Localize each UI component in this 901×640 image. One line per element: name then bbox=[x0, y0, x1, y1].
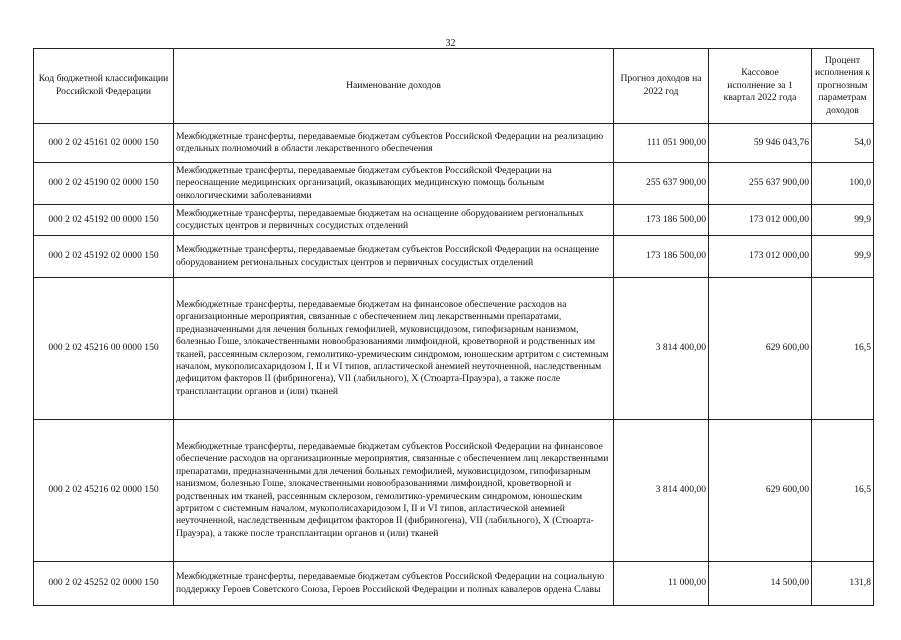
row-forecast: 3 814 400,00 bbox=[614, 278, 709, 420]
row-percent: 99,9 bbox=[812, 205, 874, 236]
row-name: Межбюджетные трансферты, передаваемые бюджетам субъектов Российской Федерации на финансовое обеспечение расходов на организационные мероприятия, связанные с обеспечением лиц лекарственными препаратами, предназначенными для лечения больных гемофилией, муковисцидозом, гипофизарным нанизмом, болезнью Гоше, злокачественными новообразованиями лимфоидной, кроветворной и родственных им тканей, рассеянным склерозом, гемолитико-уремическим синдромом, юношеским артритом с системным началом, мукополисахаридозом I, II и VI типов, апластической анемией неуточненной, наследственным дефицитом факторов II (фибриногена), VII (лабильного), X (Стюарта-Прауэра), а также после трансплантации органов и (или) тканей bbox=[174, 420, 614, 562]
row-name: Межбюджетные трансферты, передаваемые бюджетам на финансовое обеспечение расходов на организационные мероприятия, связанные с обеспечением лиц лекарственными препаратами, предназначенными для лечения больных гемофилией, муковисцидозом, гипофизарным нанизмом, болезнью Гоше, злокачественными новообразованиями лимфоидной, кроветворной и родственных им тканей, рассеянным склерозом, гемолитико-уремическим синдромом, юношеским артритом с системным началом, мукополисахаридозом I, II и VI типов, апластической анемией неуточненной, наследственным дефицитом факторов II (фибриногена), VII (лабильного), X (Стюарта-Прауэра), а также после трансплантации органов и (или) тканей bbox=[174, 278, 614, 420]
page-number: 32 bbox=[445, 38, 456, 49]
table-row bbox=[34, 278, 874, 420]
row-percent: 16,5 bbox=[812, 278, 874, 420]
table-row bbox=[34, 163, 874, 205]
table-row bbox=[34, 420, 874, 562]
row-name: Межбюджетные трансферты, передаваемые бюджетам субъектов Российской Федерации на реализацию отдельных полномочий в области лекарственного обеспечения bbox=[174, 124, 614, 163]
row-forecast: 173 186 500,00 bbox=[614, 236, 709, 278]
row-cash: 629 600,00 bbox=[709, 278, 812, 420]
header-code: Код бюджетной классификации Российской Федерации bbox=[34, 49, 174, 124]
row-percent: 16,5 bbox=[812, 420, 874, 562]
table-row bbox=[34, 236, 874, 278]
row-forecast: 255 637 900,00 bbox=[614, 163, 709, 205]
table-header-row bbox=[34, 49, 874, 124]
row-cash: 173 012 000,00 bbox=[709, 236, 812, 278]
table-row bbox=[34, 124, 874, 163]
row-cash: 255 637 900,00 bbox=[709, 163, 812, 205]
row-cash: 14 500,00 bbox=[709, 562, 812, 606]
row-forecast: 173 186 500,00 bbox=[614, 205, 709, 236]
row-forecast: 111 051 900,00 bbox=[614, 124, 709, 163]
table-row bbox=[34, 562, 874, 606]
row-code: 000 2 02 45192 00 0000 150 bbox=[34, 205, 174, 236]
table-row bbox=[34, 205, 874, 236]
row-name: Межбюджетные трансферты, передаваемые бюджетам субъектов Российской Федерации на социальную поддержку Героев Советского Союза, Героев Российской Федерации и полных кавалеров ордена Славы bbox=[174, 562, 614, 606]
row-name: Межбюджетные трансферты, передаваемые бюджетам на оснащение оборудованием региональных сосудистых центров и первичных сосудистых отделений bbox=[174, 205, 614, 236]
row-code: 000 2 02 45216 02 0000 150 bbox=[34, 420, 174, 562]
row-forecast: 11 000,00 bbox=[614, 562, 709, 606]
row-cash: 59 946 043,76 bbox=[709, 124, 812, 163]
header-forecast: Прогноз доходов на 2022 год bbox=[614, 49, 709, 124]
row-percent: 54,0 bbox=[812, 124, 874, 163]
row-name: Межбюджетные трансферты, передаваемые бюджетам субъектов Российской Федерации на переоснащение медицинских организаций, оказывающих медицинскую помощь больным онкологическими заболеваниями bbox=[174, 163, 614, 205]
row-forecast: 3 814 400,00 bbox=[614, 420, 709, 562]
row-percent: 100,0 bbox=[812, 163, 874, 205]
row-code: 000 2 02 45190 02 0000 150 bbox=[34, 163, 174, 205]
row-code: 000 2 02 45192 02 0000 150 bbox=[34, 236, 174, 278]
row-code: 000 2 02 45252 02 0000 150 bbox=[34, 562, 174, 606]
row-percent: 131,8 bbox=[812, 562, 874, 606]
row-cash: 629 600,00 bbox=[709, 420, 812, 562]
row-name: Межбюджетные трансферты, передаваемые бюджетам субъектов Российской Федерации на оснащение оборудованием региональных сосудистых центров и первичных сосудистых отделений bbox=[174, 236, 614, 278]
row-cash: 173 012 000,00 bbox=[709, 205, 812, 236]
row-code: 000 2 02 45161 02 0000 150 bbox=[34, 124, 174, 163]
row-percent: 99,9 bbox=[812, 236, 874, 278]
row-code: 000 2 02 45216 00 0000 150 bbox=[34, 278, 174, 420]
header-name: Наименование доходов bbox=[174, 49, 614, 124]
header-cash: Кассовое исполнение за 1 квартал 2022 года bbox=[709, 49, 812, 124]
header-percent: Процент исполнения к прогнозным параметрам доходов bbox=[812, 49, 874, 124]
revenue-table bbox=[33, 48, 874, 606]
